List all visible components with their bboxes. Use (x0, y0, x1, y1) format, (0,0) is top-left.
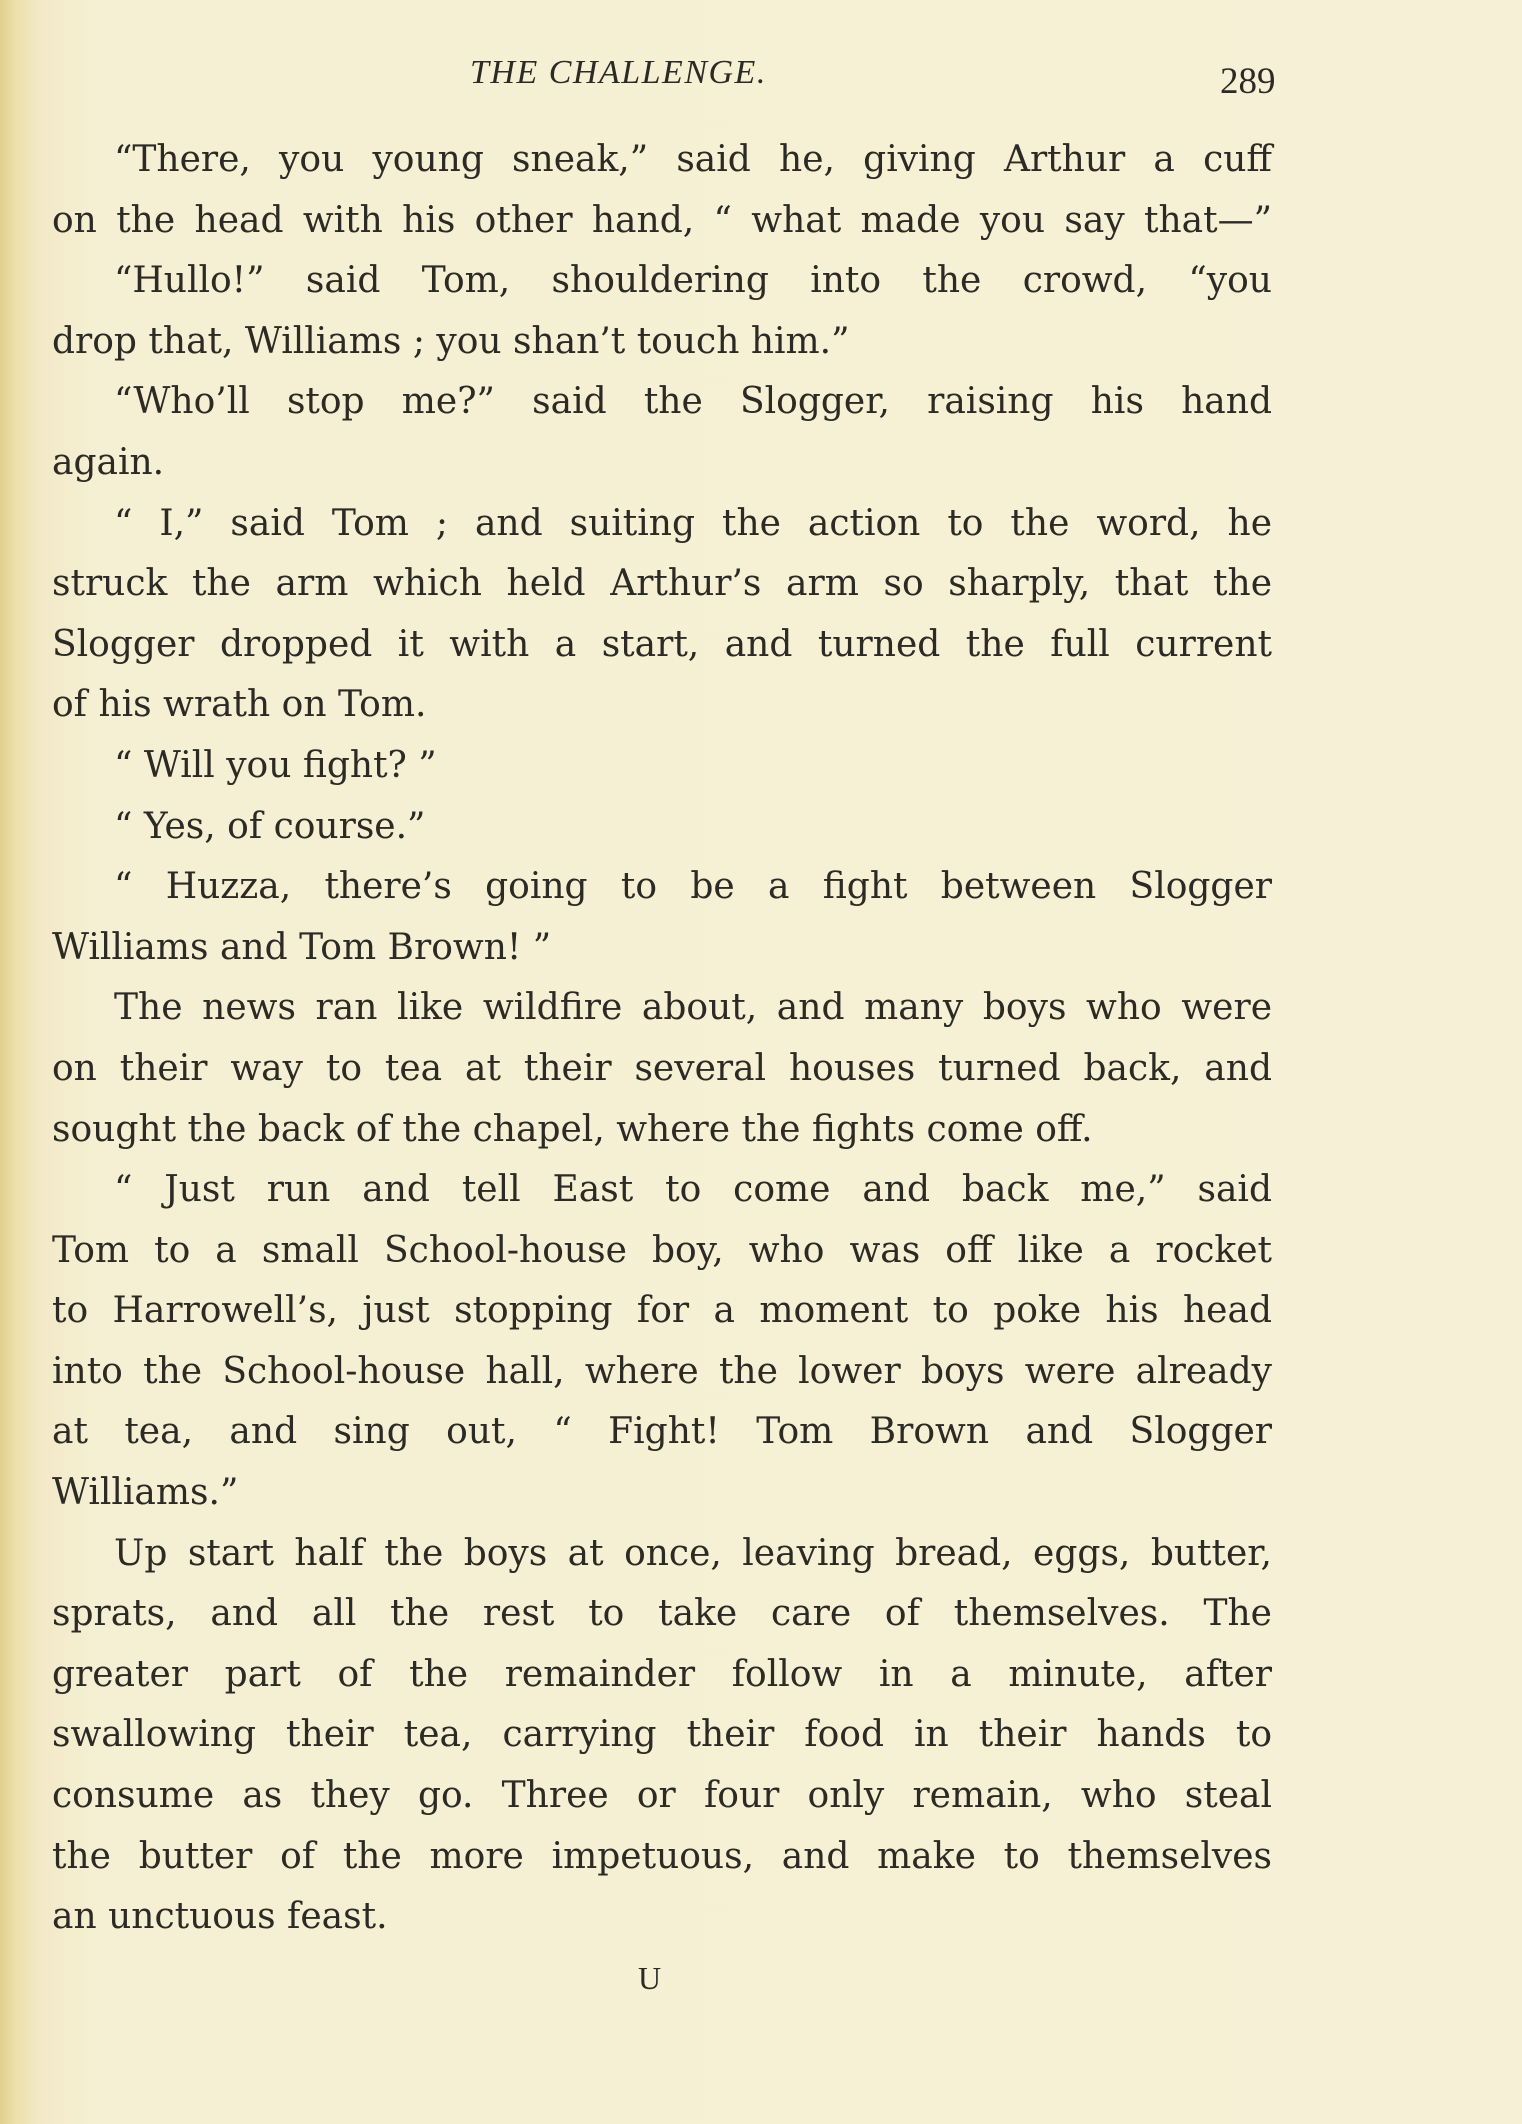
text-line: on their way to tea at their several houses turned back, and (52, 1047, 1272, 1089)
text-line: “ Will you fight? ” (114, 744, 437, 786)
text-line: consume as they go. Three or four only remain, who steal (52, 1775, 1272, 1817)
text-line: “ Huzza, there’s going to be a fight between Slogger (114, 866, 1272, 908)
text-line: to Harrowell’s, just stopping for a moment to poke his head (52, 1290, 1272, 1332)
signature-mark: U (638, 1960, 662, 1996)
body-text (52, 130, 1272, 1948)
text-line: on the head with his other hand, “ what made you say that—” (52, 199, 1272, 241)
text-line: the butter of the more impetuous, and make to themselves (52, 1835, 1272, 1877)
running-head (0, 54, 1522, 104)
text-line: Tom to a small School-house boy, who was off like a rocket (52, 1229, 1272, 1271)
text-line: Up start half the boys at once, leaving bread, eggs, butter, (114, 1532, 1272, 1574)
text-line: “ Yes, of course.” (114, 805, 426, 847)
text-line: Williams.” (52, 1472, 239, 1514)
text-line: sought the back of the chapel, where the fights come off. (52, 1108, 1093, 1150)
text-line: “Who’ll stop me?” said the Slogger, raising his hand (114, 381, 1272, 423)
text-line: “ I,” said Tom ; and suiting the action to the word, he (114, 502, 1272, 544)
chapter-title: THE CHALLENGE. (470, 54, 767, 91)
text-line: into the School-house hall, where the lower boys were already (52, 1350, 1272, 1392)
text-line: “Hullo!” said Tom, shouldering into the crowd, “you (114, 260, 1272, 302)
text-line: “There, you young sneak,” said he, giving Arthur a cuff (114, 139, 1272, 180)
text-line: at tea, and sing out, “ Fight! Tom Brown and Slogger (52, 1411, 1272, 1453)
text-line: again. (52, 441, 165, 483)
text-line: of his wrath on Tom. (52, 684, 427, 726)
text-line: The news ran like wildfire about, and many boys who were (114, 987, 1272, 1029)
text-line: swallowing their tea, carrying their food in their hands to (52, 1714, 1272, 1756)
text-line: Slogger dropped it with a start, and turned the full current (52, 623, 1272, 665)
text-line: struck the arm which held Arthur’s arm so sharply, that the (52, 563, 1272, 605)
page-number: 289 (1220, 61, 1276, 102)
text-line: an unctuous feast. (52, 1896, 388, 1938)
text-line: drop that, Williams ; you shan’t touch him.” (52, 320, 850, 362)
text-line: “ Just run and tell East to come and back me,” said (114, 1169, 1272, 1211)
text-line: Williams and Tom Brown! ” (52, 926, 552, 968)
text-line: sprats, and all the rest to take care of themselves. The (52, 1593, 1272, 1635)
text-line: greater part of the remainder follow in a minute, after (52, 1653, 1272, 1695)
